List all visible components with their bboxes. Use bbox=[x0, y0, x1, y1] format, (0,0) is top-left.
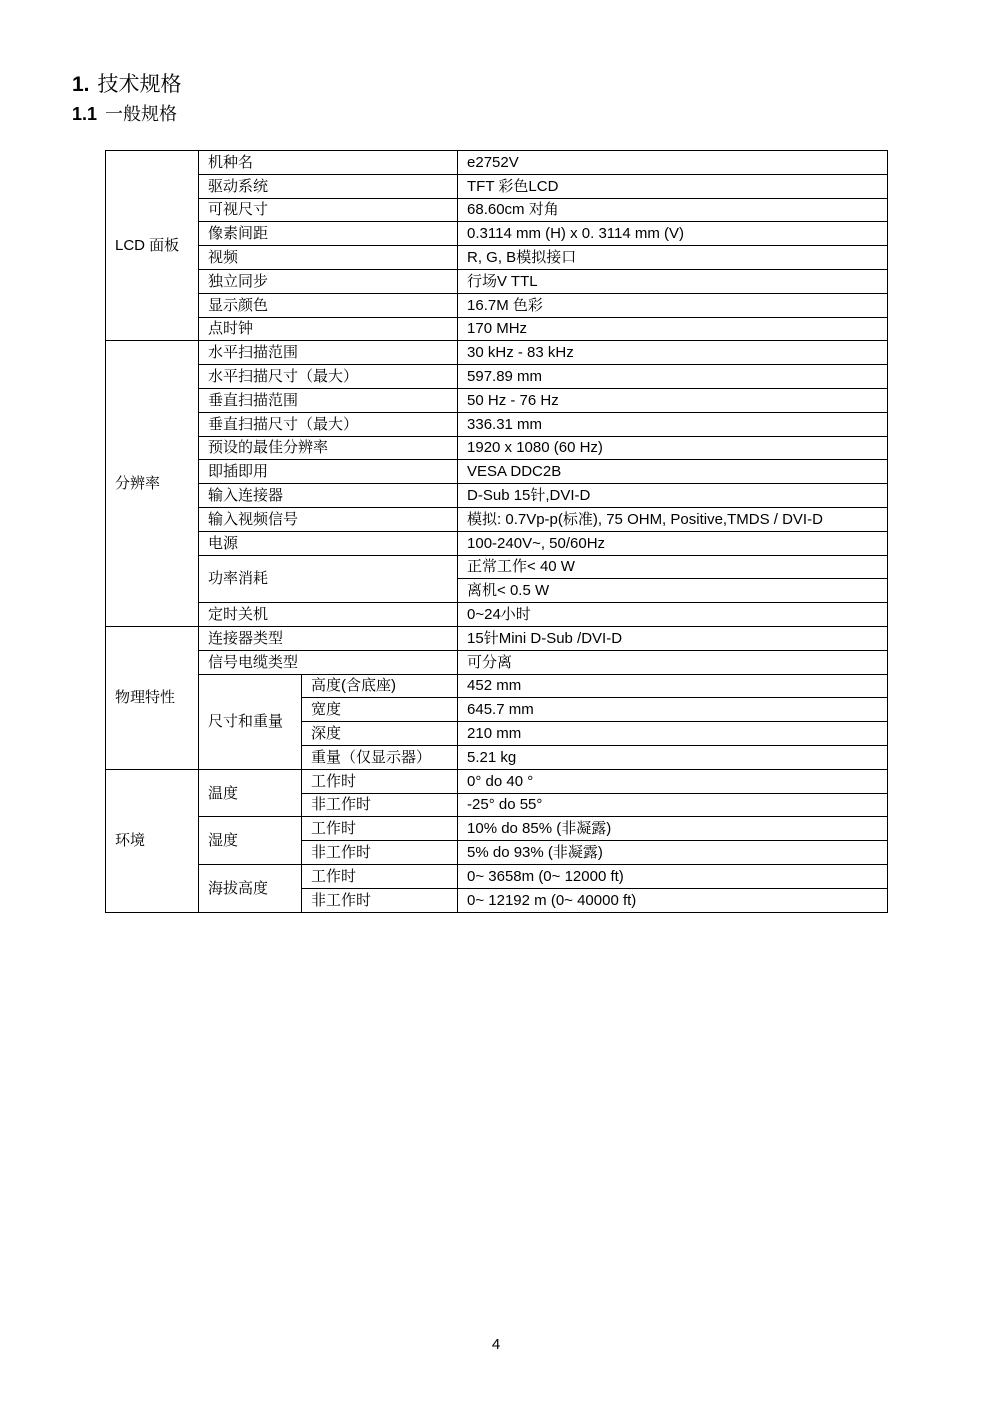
row-label: 非工作时 bbox=[302, 841, 458, 865]
table-row bbox=[106, 555, 888, 579]
row-value: 5.21 kg bbox=[458, 745, 888, 769]
row-value: 30 kHz - 83 kHz bbox=[458, 341, 888, 365]
row-value: 452 mm bbox=[458, 674, 888, 698]
group-label: 海拔高度 bbox=[199, 864, 302, 912]
row-value: 1920 x 1080 (60 Hz) bbox=[458, 436, 888, 460]
row-label: 非工作时 bbox=[302, 793, 458, 817]
row-value: VESA DDC2B bbox=[458, 460, 888, 484]
table-row bbox=[106, 507, 888, 531]
row-value: 100-240V~, 50/60Hz bbox=[458, 531, 888, 555]
table-row bbox=[106, 864, 888, 888]
row-label: 深度 bbox=[302, 722, 458, 746]
row-label: 重量（仅显示器） bbox=[302, 745, 458, 769]
row-label: 定时关机 bbox=[199, 603, 458, 627]
page-number: 4 bbox=[491, 1336, 501, 1353]
table-row bbox=[106, 246, 888, 270]
row-value: TFT 彩色LCD bbox=[458, 174, 888, 198]
row-value: 170 MHz bbox=[458, 317, 888, 341]
subsection-heading bbox=[72, 101, 177, 127]
group-label: 湿度 bbox=[199, 817, 302, 865]
row-value: 336.31 mm bbox=[458, 412, 888, 436]
row-value: 15针Mini D-Sub /DVI-D bbox=[458, 626, 888, 650]
row-value: 行场V TTL bbox=[458, 269, 888, 293]
category-lcd: LCD 面板 bbox=[106, 151, 199, 341]
row-label: 工作时 bbox=[302, 817, 458, 841]
row-value: 0~24小时 bbox=[458, 603, 888, 627]
row-label: 显示颜色 bbox=[199, 293, 458, 317]
row-value: 597.89 mm bbox=[458, 365, 888, 389]
table-row bbox=[106, 269, 888, 293]
row-label: 水平扫描尺寸（最大） bbox=[199, 365, 458, 389]
table-row bbox=[106, 484, 888, 508]
table-row bbox=[106, 531, 888, 555]
row-label: 即插即用 bbox=[199, 460, 458, 484]
table-row bbox=[106, 151, 888, 175]
table-row bbox=[106, 626, 888, 650]
row-value: 210 mm bbox=[458, 722, 888, 746]
table-row bbox=[106, 769, 888, 793]
table-row bbox=[106, 388, 888, 412]
row-value: 10% do 85% (非凝露) bbox=[458, 817, 888, 841]
row-value: -25° do 55° bbox=[458, 793, 888, 817]
row-value: 68.60cm 对角 bbox=[458, 198, 888, 222]
group-label: 尺寸和重量 bbox=[199, 674, 302, 769]
table-row bbox=[106, 222, 888, 246]
row-value: 50 Hz - 76 Hz bbox=[458, 388, 888, 412]
row-label: 垂直扫描尺寸（最大） bbox=[199, 412, 458, 436]
row-label: 电源 bbox=[199, 531, 458, 555]
row-label: 高度(含底座) bbox=[302, 674, 458, 698]
row-label: 水平扫描范围 bbox=[199, 341, 458, 365]
row-value: R, G, B模拟接口 bbox=[458, 246, 888, 270]
section-heading bbox=[72, 70, 182, 100]
row-label: 点时钟 bbox=[199, 317, 458, 341]
row-label: 输入连接器 bbox=[199, 484, 458, 508]
table-row bbox=[106, 317, 888, 341]
row-label: 信号电缆类型 bbox=[199, 650, 458, 674]
table-row bbox=[106, 198, 888, 222]
row-value: 0~ 3658m (0~ 12000 ft) bbox=[458, 864, 888, 888]
table-row bbox=[106, 293, 888, 317]
row-value: 正常工作< 40 W bbox=[458, 555, 888, 579]
table-row bbox=[106, 436, 888, 460]
section-title: 技术规格 bbox=[97, 73, 182, 96]
row-value: e2752V bbox=[458, 151, 888, 175]
row-label: 非工作时 bbox=[302, 888, 458, 912]
row-label: 工作时 bbox=[302, 769, 458, 793]
subsection-title: 一般规格 bbox=[105, 104, 178, 124]
table-row bbox=[106, 603, 888, 627]
row-label: 功率消耗 bbox=[199, 555, 458, 603]
table-row bbox=[106, 650, 888, 674]
spec-table bbox=[105, 150, 888, 913]
row-label: 驱动系统 bbox=[199, 174, 458, 198]
table-row bbox=[106, 460, 888, 484]
row-value: 离机< 0.5 W bbox=[458, 579, 888, 603]
row-value: 模拟: 0.7Vp-p(标准), 75 OHM, Positive,TMDS / DVI-D bbox=[458, 507, 888, 531]
table-row bbox=[106, 674, 888, 698]
category-physical: 物理特性 bbox=[106, 626, 199, 769]
row-label: 预设的最佳分辨率 bbox=[199, 436, 458, 460]
row-label: 输入视频信号 bbox=[199, 507, 458, 531]
row-label: 工作时 bbox=[302, 864, 458, 888]
group-label: 温度 bbox=[199, 769, 302, 817]
row-value: 0.3114 mm (H) x 0. 3114 mm (V) bbox=[458, 222, 888, 246]
section-number: 1. bbox=[72, 73, 90, 96]
table-row bbox=[106, 412, 888, 436]
row-label: 垂直扫描范围 bbox=[199, 388, 458, 412]
row-value: 可分离 bbox=[458, 650, 888, 674]
row-value: 645.7 mm bbox=[458, 698, 888, 722]
row-label: 连接器类型 bbox=[199, 626, 458, 650]
row-label: 宽度 bbox=[302, 698, 458, 722]
subsection-number: 1.1 bbox=[72, 104, 98, 124]
row-label: 可视尺寸 bbox=[199, 198, 458, 222]
row-label: 机种名 bbox=[199, 151, 458, 175]
category-environment: 环境 bbox=[106, 769, 199, 912]
row-label: 像素间距 bbox=[199, 222, 458, 246]
table-row bbox=[106, 365, 888, 389]
row-label: 独立同步 bbox=[199, 269, 458, 293]
row-value: 5% do 93% (非凝露) bbox=[458, 841, 888, 865]
row-value: D-Sub 15针,DVI-D bbox=[458, 484, 888, 508]
category-resolution: 分辨率 bbox=[106, 341, 199, 627]
table-row bbox=[106, 174, 888, 198]
table-row bbox=[106, 341, 888, 365]
table-row bbox=[106, 817, 888, 841]
row-value: 0° do 40 ° bbox=[458, 769, 888, 793]
row-value: 16.7M 色彩 bbox=[458, 293, 888, 317]
row-value: 0~ 12192 m (0~ 40000 ft) bbox=[458, 888, 888, 912]
row-label: 视频 bbox=[199, 246, 458, 270]
